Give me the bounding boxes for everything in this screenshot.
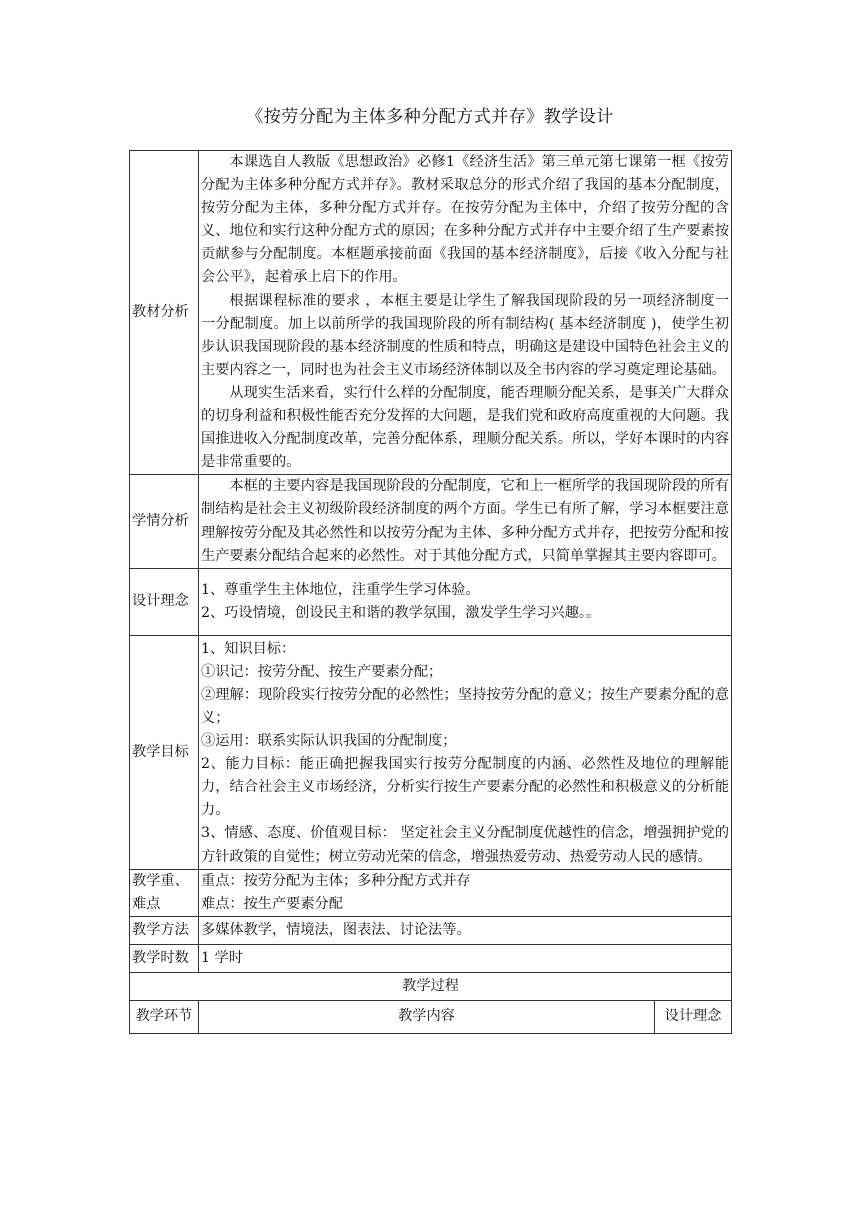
label-teaching-goals: 教学目标 — [130, 635, 199, 869]
goal-line: 3、情感、态度、价值观目标： 坚定社会主义分配制度优越性的信念，增强拥护党的方针政策的自觉性；树立劳动光荣的信念，增强热爱劳动、热爱劳动人民的感情。 — [201, 825, 730, 865]
goal-line: ②理解：现阶段实行按劳分配的必然性；坚持按劳分配的意义；按生产要素分配的意义； — [201, 686, 730, 726]
row-teaching-hours — [130, 944, 732, 972]
row-process-heading — [130, 972, 732, 1000]
label-key-points-line1: 教学重、 — [132, 872, 189, 889]
paragraph: 根据课程标准的要求 ，本框主要是让学生了解我国现阶段的另一项经济制度一一分配制度。加上以前所学的我国现阶段的所有制结构( 基本经济制度 )，使学生初步认识我国现阶段的基本经济制度的性质和特点，明确这是建设中国特色社会主义的主要内容之一，同时也为社会主义市场经济体制以及全书内容的学习奠定理论基础。 — [201, 292, 730, 378]
goal-line: ①识记：按劳分配、按生产要素分配； — [201, 663, 443, 680]
key-point-line: 重点：按劳分配为主体；多种分配方式并存 — [201, 872, 471, 889]
paragraph: 从现实生活来看，实行什么样的分配制度，能否理顺分配关系，是事关广大群众的切身利益和积极性能否充分发挥的大问题，是我们党和政府高度重视的大问题。我国推进收入分配制度改革，完善分配体系，理顺分配关系。所以，学好本课时的内容是非常重要的。 — [201, 384, 730, 471]
label-teaching-methods: 教学方法 — [130, 916, 199, 944]
goal-line: 1、知识目标： — [201, 640, 296, 657]
row-textbook-analysis — [130, 151, 732, 475]
row-teaching-goals — [130, 635, 732, 869]
content-key-points — [199, 869, 732, 916]
column-header-stage: 教学环节 — [130, 1000, 199, 1033]
row-process-columns — [130, 1000, 732, 1033]
label-key-points-line2: 难点 — [132, 895, 161, 912]
row-key-points — [130, 869, 732, 916]
document-title: 《按劳分配为主体多种分配方式并存》教学设计 — [246, 107, 614, 127]
row-student-analysis — [130, 475, 732, 568]
label-key-points — [130, 869, 199, 916]
key-point-line: 难点：按生产要素分配 — [201, 895, 343, 912]
column-header-concept: 设计理念 — [655, 1000, 732, 1033]
content-student-analysis — [199, 475, 732, 568]
content-design-concept — [199, 568, 732, 635]
paragraph: 本课选自人教版《思想政治》必修1《经济生活》第三单元第七课第一框《按劳分配为主体多种分配方式并存》。教材采取总分的形式介绍了我国的基本分配制度，按劳分配为主体，多种分配方式并存。在按劳分配为主体中，介绍了按劳分配的含义、地位和实行这种分配方式的原因；在多种分配方式并存中主要介绍了生产要素按贡献参与分配制度。本框题承接前面《我国的基本经济制度》，后接《收入分配与社会公平》，起着承上启下的作用。 — [201, 154, 730, 286]
content-teaching-methods: 多媒体教学，情境法，图表法、讨论法等。 — [199, 916, 732, 944]
goal-line: ③运用：联系实际认识我国的分配制度； — [201, 733, 457, 750]
label-teaching-hours: 教学时数 — [130, 944, 199, 972]
label-design-concept: 设计理念 — [130, 568, 199, 635]
label-textbook-analysis: 教材分析 — [130, 151, 199, 475]
column-header-content: 教学内容 — [199, 1000, 655, 1033]
concept-line: 2、巧设情境，创设民主和谐的教学氛围，激发学生学习兴趣。。 — [201, 604, 601, 621]
content-teaching-goals — [199, 635, 732, 869]
paragraph: 本框的主要内容是我国现阶段的分配制度，它和上一框所学的我国现阶段的所有制结构是社会主义初级阶段经济制度的两个方面。学生已有所了解，学习本框要注意理解按劳分配及其必然性和以按劳分配为主体、多种分配方式并存，把按劳分配和按生产要素分配结合起来的必然性。对于其他分配方式，只简单掌握其主要内容即可。 — [201, 478, 730, 564]
content-textbook-analysis — [199, 151, 732, 475]
lesson-plan-table — [129, 150, 732, 1034]
row-teaching-methods — [130, 916, 732, 944]
content-teaching-hours: 1 学时 — [199, 944, 732, 972]
process-heading: 教学过程 — [130, 972, 732, 1000]
goal-line: 2、能力目标：能正确把握我国实行按劳分配制度的内涵、必然性及地位的理解能力，结合社会主义市场经济，分析实行按生产要素分配的必然性和积极意义的分析能力。 — [201, 756, 730, 819]
label-student-analysis: 学情分析 — [130, 475, 199, 568]
concept-line: 1、尊重学生主体地位，注重学生学习体验。 — [201, 581, 480, 598]
row-design-concept — [130, 568, 732, 635]
